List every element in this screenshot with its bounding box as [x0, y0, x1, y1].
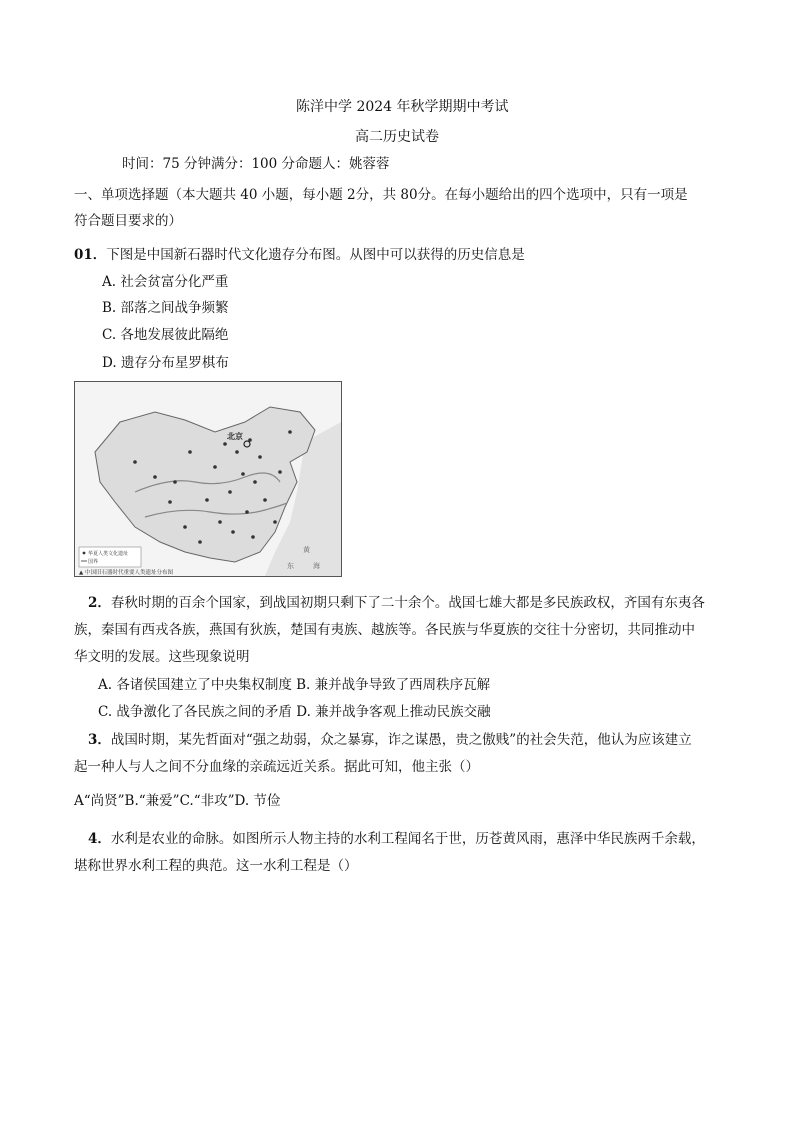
question-2-options-row1: A. 各诸侯国建立了中央集权制度 B. 兼并战争导致了西周秩序瓦解: [98, 677, 491, 693]
question-3-options: A“尚贤”B.“兼爱”C.“非攻”D. 节俭: [74, 793, 281, 809]
question-3-text-1: 战国时期，某先哲面对“强之劫弱，众之暴寡，诈之谋愚，贵之傲贱”的社会失范，他认为应该建立: [110, 732, 692, 748]
legend-label-border: 国界: [88, 559, 99, 565]
map-caption: ▲ 中国旧石器时代重要人类遗址分布图: [79, 570, 173, 576]
question-2-line3: 华文明的发展。这些现象说明: [74, 649, 250, 665]
legend-label-sites: 华夏人类文化遗址: [88, 551, 129, 557]
section-instructions-line1: 一、单项选择题（本大题共 40 小题，每小题 2分，共 80分。在每小题给出的四个选项中，只有一项是: [74, 187, 688, 203]
exam-title: 陈洋中学 2024 年秋学期期中考试: [296, 99, 509, 115]
question-3-line2: 起一种人与人之间不分血缘的亲疏远近关系。据此可知，他主张（）: [74, 759, 479, 775]
question-2-number: 2．: [88, 595, 111, 611]
question-1-option-b: B. 部落之间战争频繁: [102, 300, 229, 316]
question-4-text-1: 水利是农业的命脉。如图所示人物主持的水利工程闻名于世，历苍黄风雨，惠泽中华民族两千余载，: [110, 831, 705, 847]
sea-label-yellow: 黄: [303, 546, 310, 554]
question-1-number: 01．: [74, 247, 107, 263]
neolithic-sites-map: [74, 381, 342, 577]
china-map-graphic: [75, 382, 341, 576]
exam-subtitle: 高二历史试卷: [355, 129, 439, 145]
legend-dot-icon: [83, 552, 86, 555]
section-instructions-line2: 符合题目要求的）: [74, 213, 182, 229]
question-4-line1: [88, 830, 705, 849]
question-1-stem: 下图是中国新石器时代文化遗存分布图。从图中可以获得的历史信息是: [106, 247, 525, 263]
question-1: [74, 246, 525, 265]
question-2-text-1: 春秋时期的百余个国家，到战国初期只剩下了二十余个。战国七雄大都是多民族政权，齐国有东夷各: [110, 595, 705, 611]
question-3-number: 3．: [88, 732, 111, 748]
question-2-options-row2: C. 战争激化了各民族之间的矛盾 D. 兼并战争客观上推动民族交融: [98, 704, 491, 720]
question-1-option-d: D. 遗存分布星罗棋布: [102, 355, 229, 371]
question-3-line1: [88, 731, 692, 750]
question-2-line2: 族，秦国有西戎各族，燕国有狄族，楚国有夷族、越族等。各民族与华夏族的交往十分密切，共同推动中: [74, 622, 695, 638]
question-4-number: 4．: [88, 831, 111, 847]
question-1-option-a: A. 社会贫富分化严重: [102, 274, 229, 290]
beijing-label: 北京: [227, 432, 243, 441]
question-1-option-c: C. 各地发展彼此隔绝: [102, 327, 229, 343]
sea-label-sea: 海: [313, 562, 320, 570]
question-2-line1: [88, 594, 705, 613]
exam-meta: 时间：75 分钟满分：100 分命题人：姚蓉蓉: [122, 156, 390, 172]
question-4-line2: 堪称世界水利工程的典范。这一水利工程是（）: [74, 858, 358, 874]
sea-label-east: 东: [287, 562, 294, 570]
